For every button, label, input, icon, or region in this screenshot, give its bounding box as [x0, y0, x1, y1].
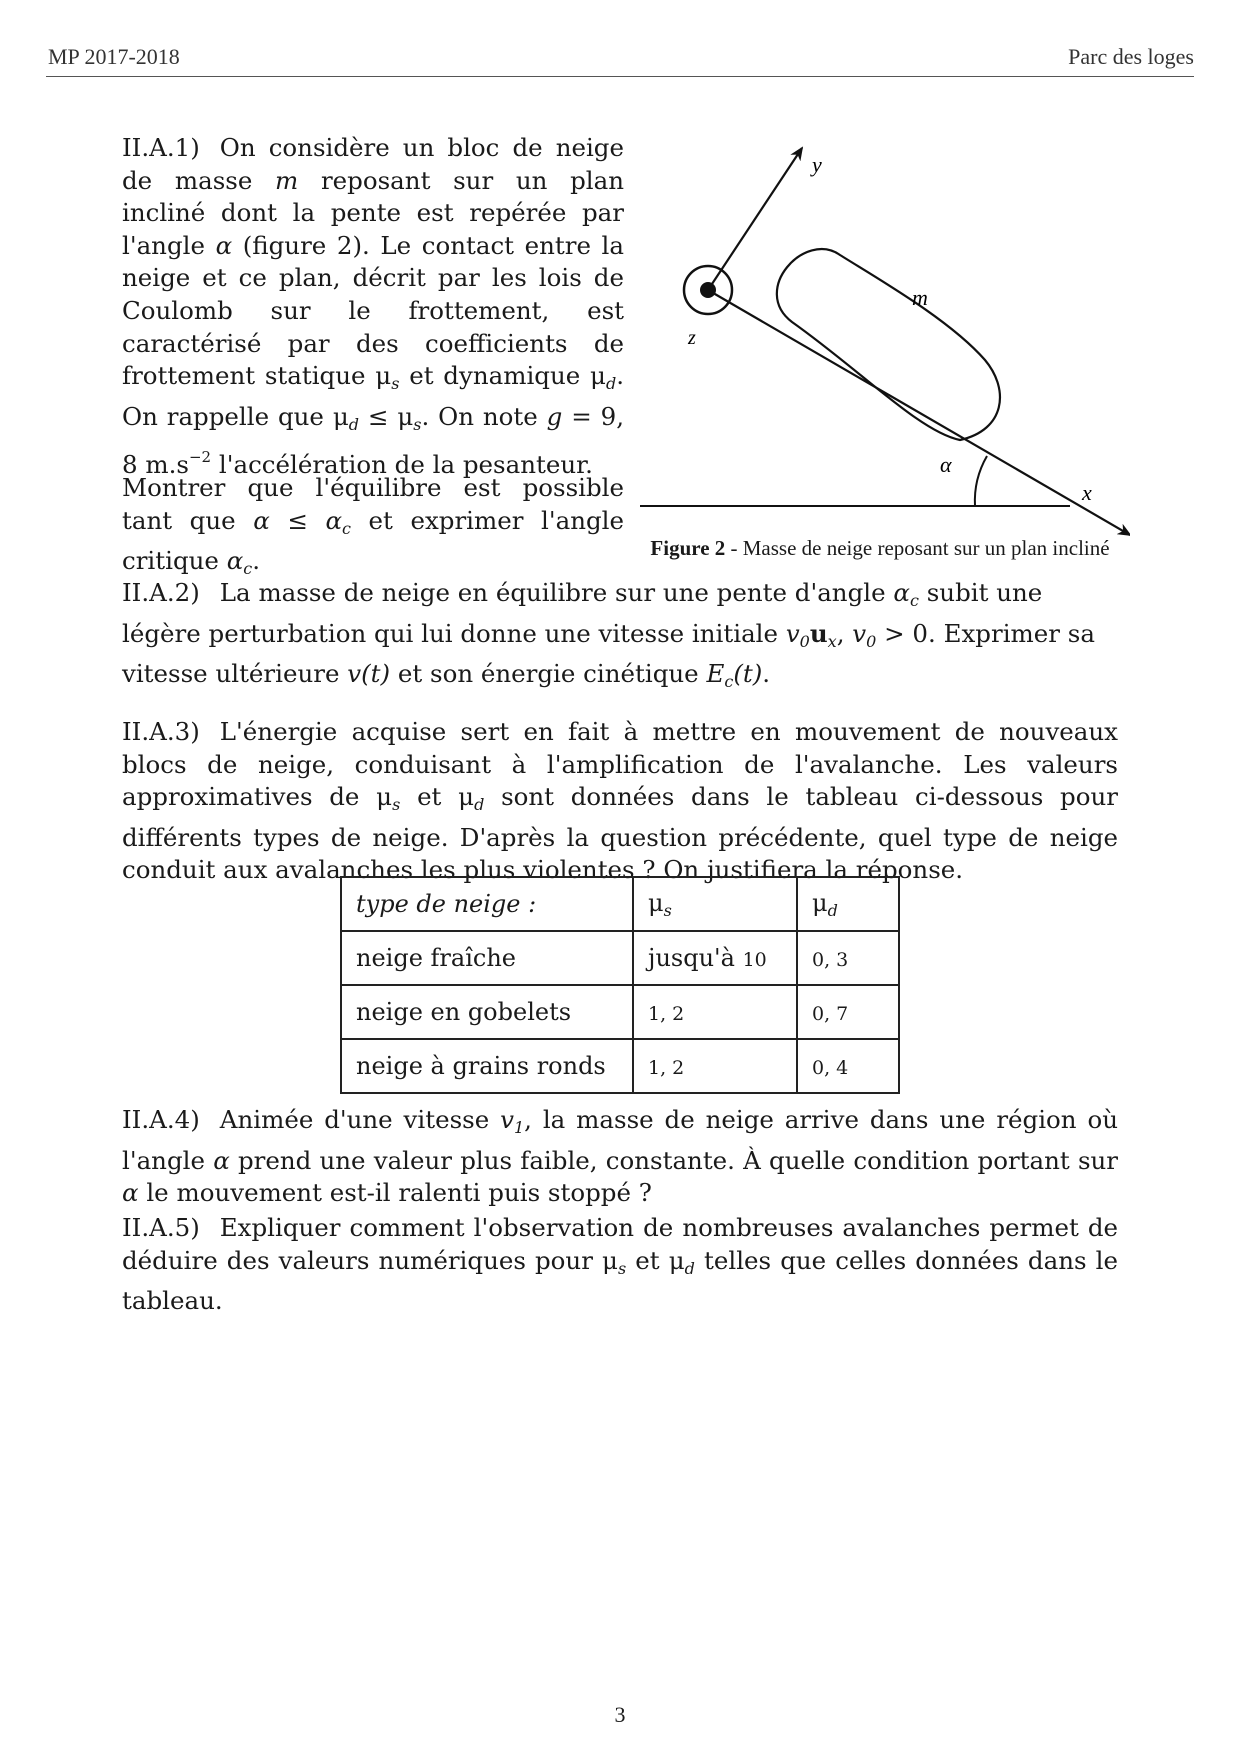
question-2-text: II.A.2) La masse de neige en équilibre sur une pente d'angle $\alpha_c$ subit une légère perturbation qui lui donne une vitesse initiale $v_0u_x$, $v_0 > 0$. Exprimer sa vitesse ultérieure v(t) et son énergie cinétique $E_c(t)$. [122, 578, 1095, 692]
table-row: neige à grains ronds 1, 2 0, 4 [341, 1039, 899, 1093]
header-rule [46, 76, 1194, 77]
x-axis-arrow [708, 290, 1130, 535]
question-1-prompt: Montrer que l'équilibre est possible tant que $\alpha \le \alpha_c$ et exprimer l'angle critique $\alpha_c$. [122, 473, 624, 579]
label-x: x [1082, 480, 1092, 505]
z-axis-dot [700, 282, 716, 298]
figure-inclined-plane [630, 130, 1130, 550]
table-row: neige en gobelets 1, 2 0, 7 [341, 985, 899, 1039]
header-course: MP 2017-2018 [48, 44, 180, 69]
question-4-text: II.A.4) Animée d'une vitesse $v_1$, la masse de neige arrive dans une région où l'angle α prend une valeur plus faible, constante. À quelle condition portant sur α le mouvement est-il ralenti puis stoppé ? [122, 1105, 1119, 1208]
angle-arc [975, 456, 987, 506]
question-1-label: II.A.1) [122, 133, 200, 162]
table-header-row [341, 877, 899, 931]
question-4-label: II.A.4) [122, 1105, 200, 1134]
y-axis-arrow [708, 148, 802, 290]
snow-block [777, 249, 1000, 440]
question-5-text: II.A.5) Expliquer comment l'observation de nombreuses avalanches permet de déduire des valeurs numériques pour $\mu_s$ et $\mu_d$ telles que celles données dans le tableau. [122, 1213, 1118, 1316]
table-row: neige fraîche jusqu'à 10 0, 3 [341, 931, 899, 985]
header-mu-d: $\mu_d$ [797, 877, 899, 931]
question-3-text: II.A.3) L'énergie acquise sert en fait à mettre en mouvement de nouveaux blocs de neige, conduisant à l'amplification de l'avalanche. Les valeurs approximatives de $\mu_s$ et $\mu_d$ sont données dans le tableau ci-dessous pour différents types de neige. D'après la question précédente, quel type de neige conduit aux avalanches les plus violentes ? On justifiera la réponse. [122, 717, 1118, 885]
figure-caption: Figure 2 - Masse de neige reposant sur un plan incliné [650, 536, 1110, 560]
label-y: y [812, 152, 822, 177]
question-2-label: II.A.2) [122, 578, 200, 607]
header-type: type de neige : [341, 877, 633, 931]
label-z: z [688, 327, 696, 349]
label-alpha: α [940, 452, 952, 477]
header-mu-s: $\mu_s$ [633, 877, 797, 931]
question-3-label: II.A.3) [122, 717, 200, 746]
page-number: 3 [614, 1702, 626, 1727]
question-5-label: II.A.5) [122, 1213, 200, 1242]
label-m: m [912, 285, 928, 310]
header-school: Parc des loges [1068, 44, 1194, 69]
question-1-text: II.A.1) On considère un bloc de neige de masse m reposant sur un plan incliné dont la pente est repérée par l'angle α (figure 2). Le contact entre la neige et ce plan, décrit par les lois de Coulomb sur le frottement, est caractérisé par des coefficients de frottement statique $\mu_s$ et dynamique $\mu_d$. On rappelle que $\mu_d \le \mu_s$. On note g = 9, 8 $m.s^{-2}$ l'accélération de la pesanteur. [122, 133, 625, 480]
snow-type-table [340, 876, 900, 1094]
